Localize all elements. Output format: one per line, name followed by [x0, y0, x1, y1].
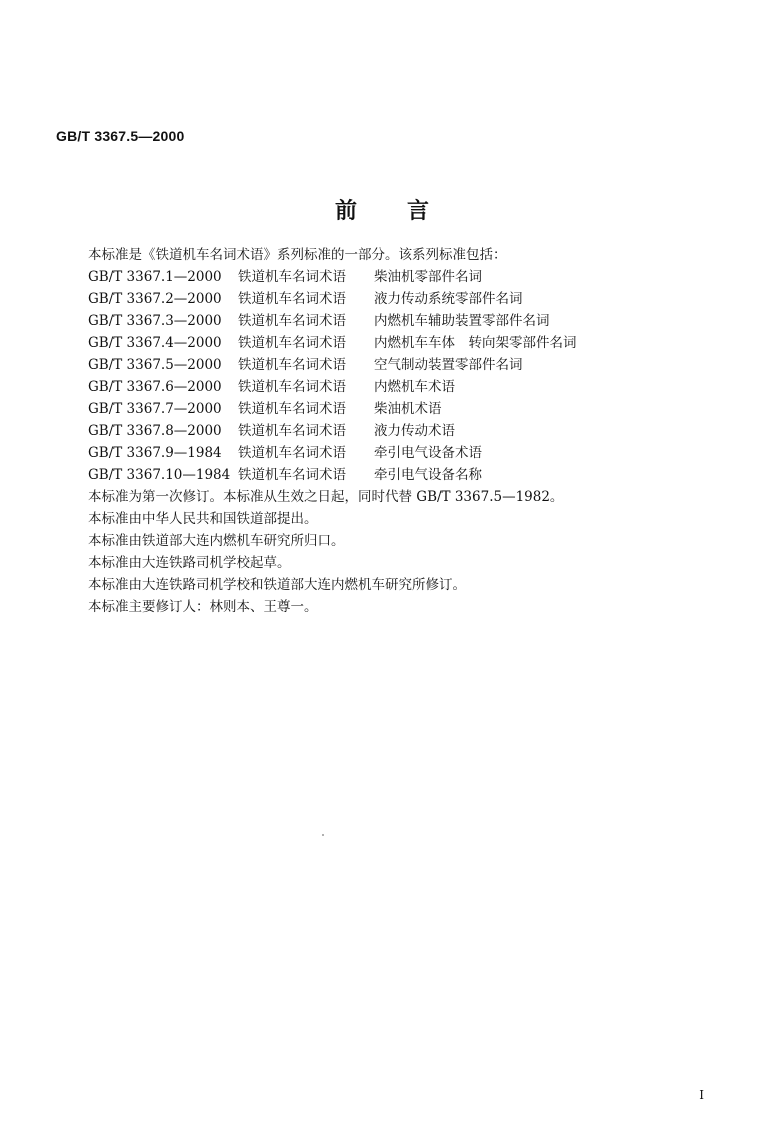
standard-entry-series: 铁道机车名词术语: [238, 379, 346, 395]
standard-entry-part: 空气制动装置零部件名词: [374, 357, 523, 373]
standard-entry-code: GB/T 3367.5—2000: [88, 357, 222, 373]
standard-entry-part: 内燃机车车体 转向架零部件名词: [374, 335, 577, 351]
standard-entry-part: 柴油机零部件名词: [374, 269, 482, 285]
reviser-paragraph: 本标准由大连铁路司机学校和铁道部大连内燃机车研究所修订。: [88, 577, 466, 593]
standard-entry-series: 铁道机车名词术语: [238, 423, 346, 439]
standard-entry-part: 牵引电气设备名称: [374, 467, 482, 483]
standard-entry: [88, 332, 577, 354]
standard-entry-series: 铁道机车名词术语: [238, 467, 346, 483]
standards-list: [88, 266, 577, 486]
standard-entry-series: 铁道机车名词术语: [238, 269, 346, 285]
standard-entry-series: 铁道机车名词术语: [238, 313, 346, 329]
standard-entry-part: 内燃机车辅助装置零部件名词: [374, 313, 550, 329]
centralizing-unit-paragraph: 本标准由铁道部大连内燃机车研究所归口。: [88, 533, 345, 549]
standard-entry-code: GB/T 3367.6—2000: [88, 379, 222, 395]
standard-entry: [88, 420, 563, 442]
standard-entry-series: 铁道机车名词术语: [238, 291, 346, 307]
standard-entry: [88, 310, 563, 332]
intro-paragraph: 本标准是《铁道机车名词术语》系列标准的一部分。该系列标准包括：: [88, 247, 507, 263]
standard-entry-code: GB/T 3367.10—1984: [88, 467, 231, 483]
standard-entry-series: 铁道机车名词术语: [238, 445, 346, 461]
page-title: 前言: [334, 198, 479, 224]
standard-code: GB/T 3367.5—2000: [56, 128, 185, 144]
standard-entry-code: GB/T 3367.4—2000: [88, 335, 222, 351]
standard-entry-series: 铁道机车名词术语: [238, 401, 346, 417]
standard-entry: [88, 398, 563, 420]
scan-speck: [322, 834, 324, 836]
standard-entry-code: GB/T 3367.8—2000: [88, 423, 222, 439]
standard-entry: [88, 376, 563, 398]
standard-entry: [88, 288, 563, 310]
standard-entry-code: GB/T 3367.3—2000: [88, 313, 222, 329]
standard-entry-series: 铁道机车名词术语: [238, 357, 346, 373]
page-number: I: [699, 1088, 704, 1102]
standard-entry: [88, 442, 563, 464]
standard-entry-part: 液力传动术语: [374, 423, 455, 439]
proposer-paragraph: 本标准由中华人民共和国铁道部提出。: [88, 511, 318, 527]
standard-entry-part: 牵引电气设备术语: [374, 445, 482, 461]
standard-entry: [88, 354, 563, 376]
revision-paragraph: 本标准为第一次修订。本标准从生效之日起，同时代替 GB/T 3367.5—1982。: [88, 489, 564, 505]
revisers-names-paragraph: 本标准主要修订人：林则本、王尊一。: [88, 599, 318, 615]
standard-entry-code: GB/T 3367.2—2000: [88, 291, 222, 307]
standard-entry-code: GB/T 3367.1—2000: [88, 269, 222, 285]
standard-entry: [88, 464, 563, 486]
drafter-paragraph: 本标准由大连铁路司机学校起草。: [88, 555, 291, 571]
standard-entry: [88, 266, 563, 288]
standard-entry-part: 柴油机术语: [374, 401, 442, 417]
standard-entry-part: 内燃机车术语: [374, 379, 455, 395]
foreword-body: [88, 244, 577, 618]
standard-entry-code: GB/T 3367.9—1984: [88, 445, 222, 461]
standard-entry-series: 铁道机车名词术语: [238, 335, 346, 351]
standard-entry-part: 液力传动系统零部件名词: [374, 291, 523, 307]
standard-entry-code: GB/T 3367.7—2000: [88, 401, 222, 417]
